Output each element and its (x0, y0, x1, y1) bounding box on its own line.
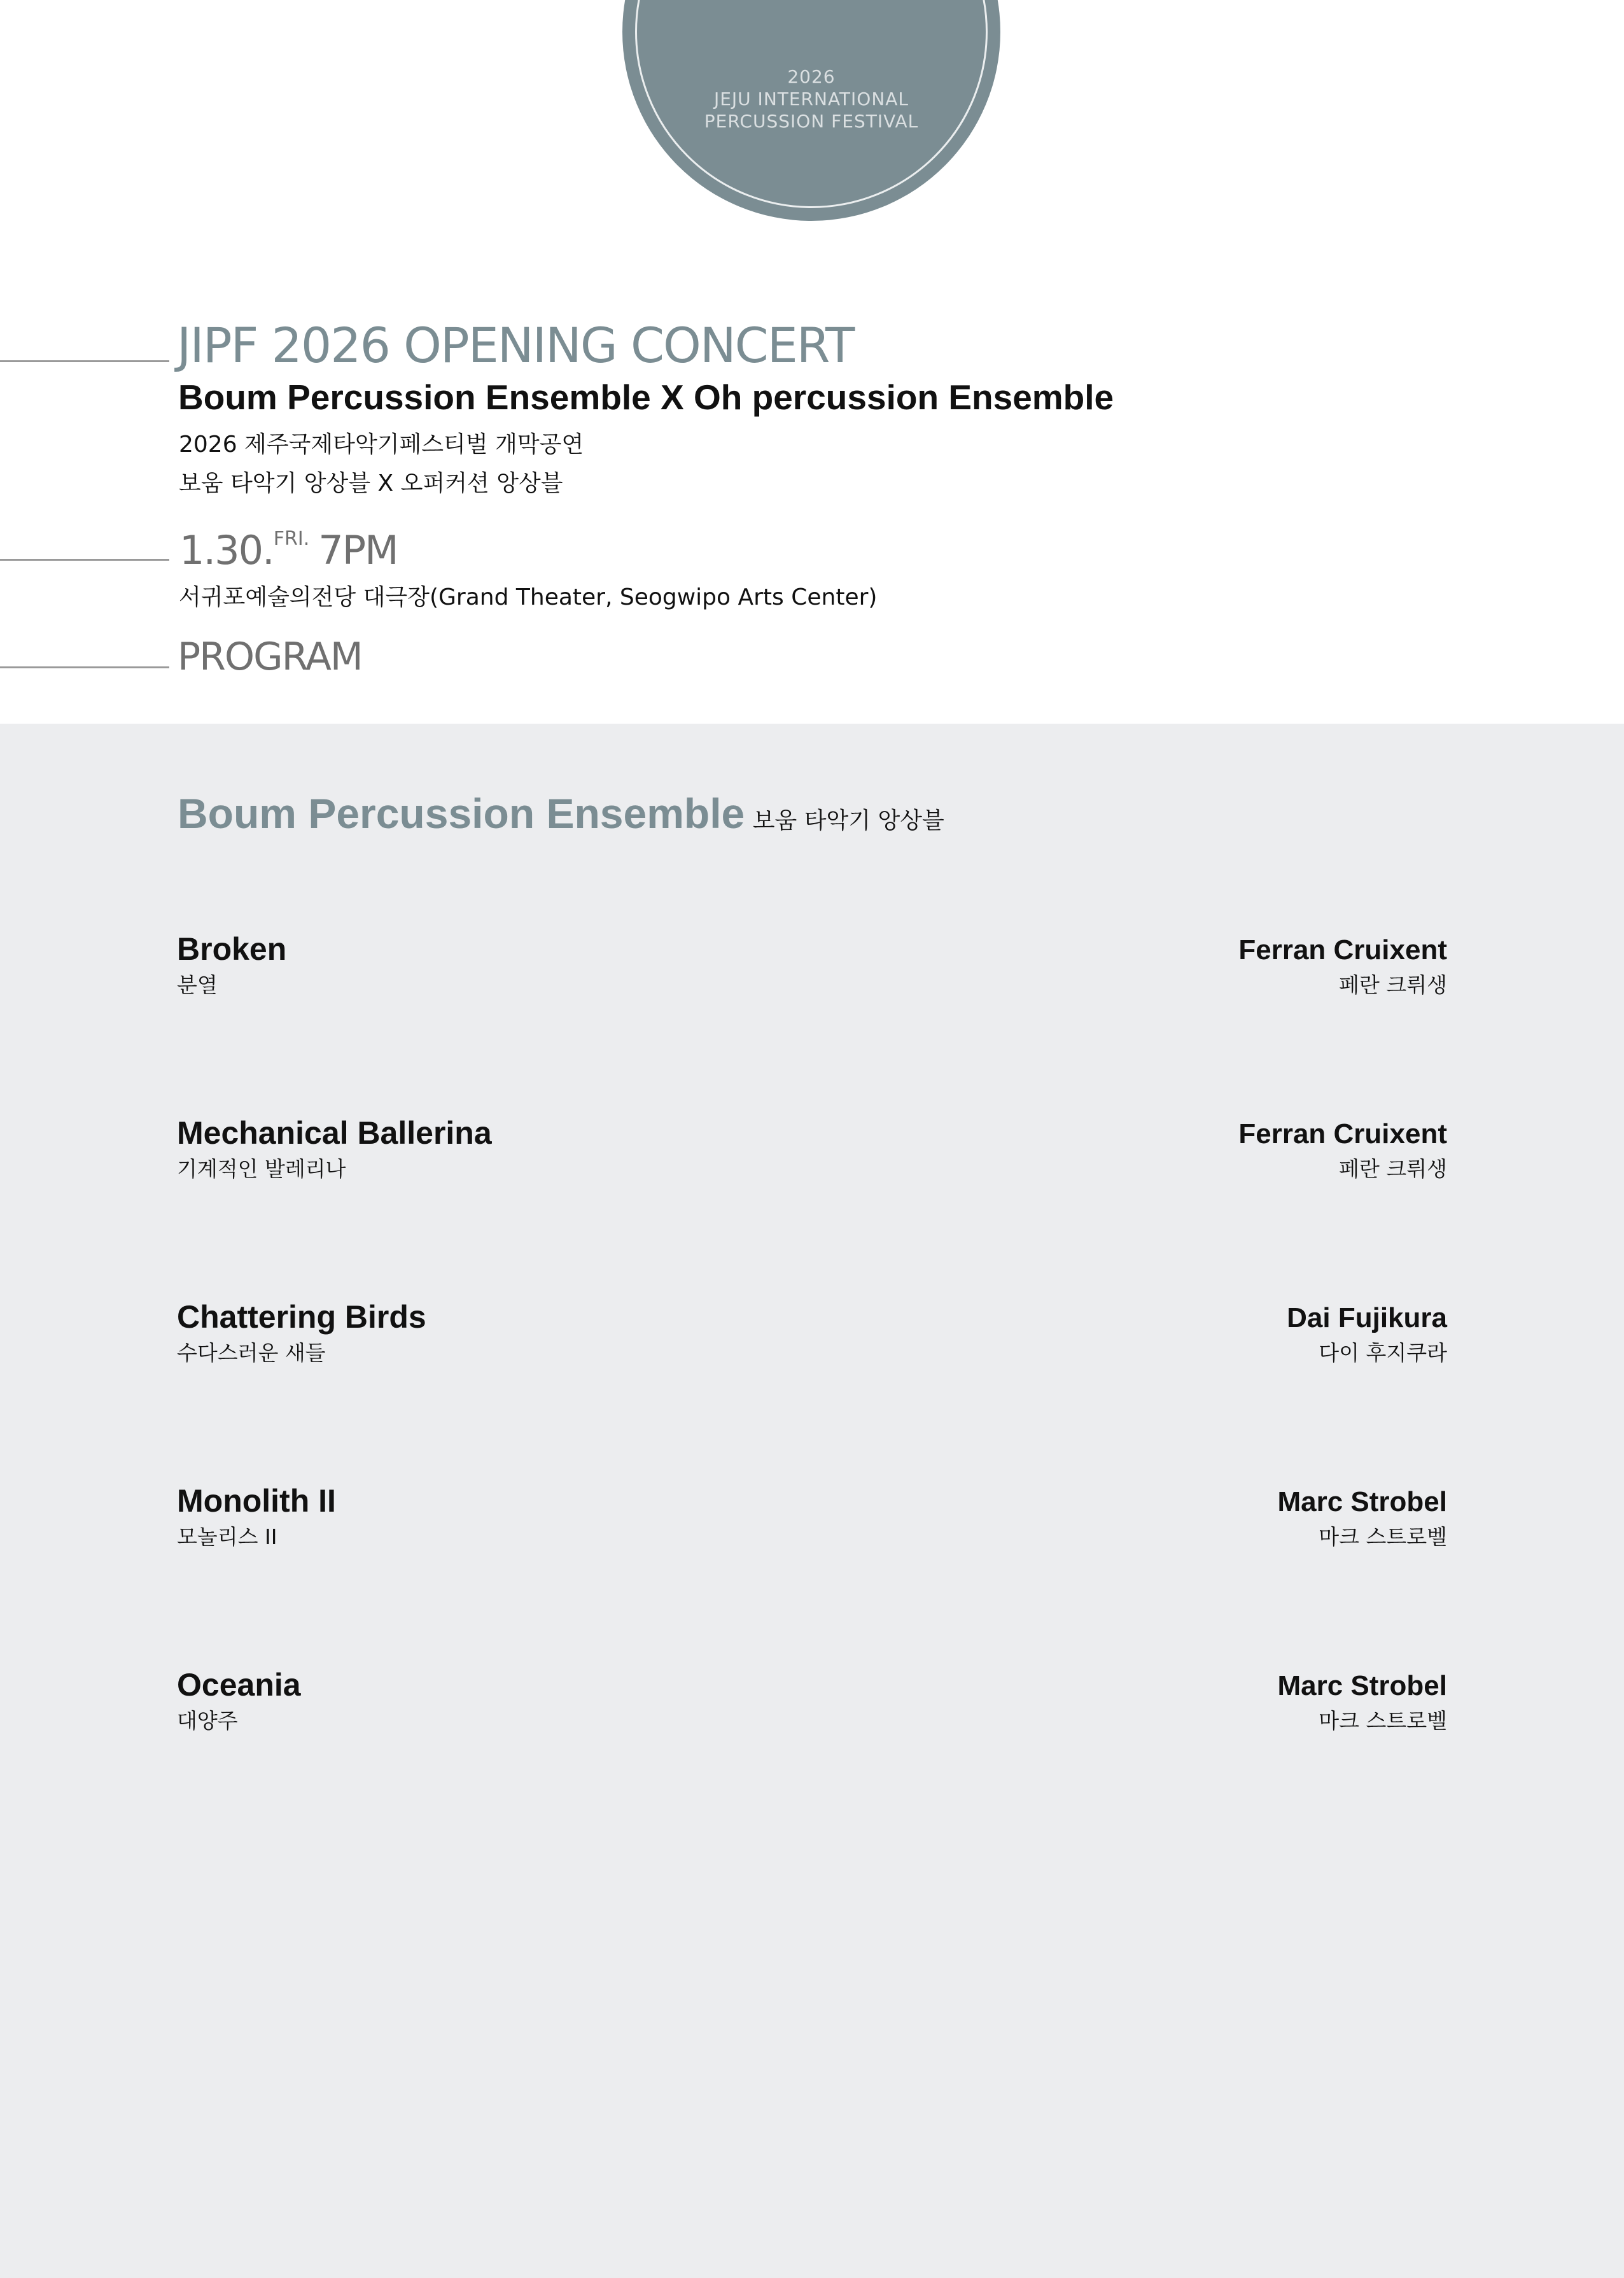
composer-name: Marc Strobel (1277, 1670, 1447, 1701)
badge-text (622, 66, 1000, 132)
badge-line-1: JEJU INTERNATIONAL (713, 88, 909, 109)
date-rule (0, 559, 169, 561)
concert-title: JIPF 2026 OPENING CONCERT (177, 317, 854, 374)
concert-subtitle: Boum Percussion Ensemble X Oh percussion Ensemble (178, 377, 1114, 417)
program-item (177, 1114, 1447, 1185)
festival-badge (622, 0, 1000, 221)
ensembles-kr: 보움 타악기 앙상블 X 오퍼커션 앙상블 (179, 470, 563, 496)
program-rule (0, 666, 169, 668)
date-value: 1.30. (179, 527, 274, 573)
ensemble-name-kr: 보움 타악기 앙상블 (752, 808, 944, 834)
piece-title: Chattering Birds (177, 1299, 426, 1335)
composer-name: Marc Strobel (1277, 1486, 1447, 1517)
composer-name: Dai Fujikura (1287, 1302, 1447, 1333)
piece-title: Oceania (177, 1667, 301, 1703)
composer-name-kr: 페란 크뤼생 (1339, 973, 1447, 997)
program-item (177, 1482, 1447, 1552)
piece-title-kr: 분열 (177, 973, 218, 997)
program-heading: PROGRAM (178, 635, 362, 679)
composer-name-kr: 페란 크뤼생 (1339, 1157, 1447, 1181)
concert-date (179, 527, 398, 573)
date-time: 7PM (318, 527, 398, 573)
piece-title: Monolith II (177, 1483, 336, 1519)
badge-year: 2026 (787, 66, 836, 87)
piece-title-kr: 기계적인 발레리나 (177, 1157, 346, 1181)
piece-title-kr: 대양주 (177, 1708, 238, 1733)
composer-name: Ferran Cruixent (1238, 1118, 1447, 1150)
venue: 서귀포예술의전당 대극장(Grand Theater, Seogwipo Arts Center) (179, 584, 878, 610)
piece-title: Broken (177, 931, 287, 967)
program-item (177, 1666, 1447, 1736)
concert-title-kr: 2026 제주국제타악기페스티벌 개막공연 (179, 432, 584, 458)
composer-name-kr: 마크 스트로벨 (1319, 1524, 1447, 1549)
composer-name-kr: 다이 후지쿠라 (1319, 1340, 1447, 1365)
composer-name-kr: 마크 스트로벨 (1319, 1708, 1447, 1733)
program-item (177, 931, 1447, 1001)
composer-name: Ferran Cruixent (1238, 934, 1447, 966)
piece-title-kr: 수다스러운 새들 (177, 1340, 326, 1365)
program-item (177, 1298, 1447, 1368)
badge-line-2: PERCUSSION FESTIVAL (704, 111, 919, 132)
date-day: FRI. (273, 528, 310, 550)
title-rule (0, 360, 169, 362)
ensemble-name: Boum Percussion Ensemble (178, 790, 745, 837)
ensemble-heading (178, 789, 944, 838)
piece-title-kr: 모놀리스 II (177, 1524, 277, 1549)
piece-title: Mechanical Ballerina (177, 1115, 492, 1151)
